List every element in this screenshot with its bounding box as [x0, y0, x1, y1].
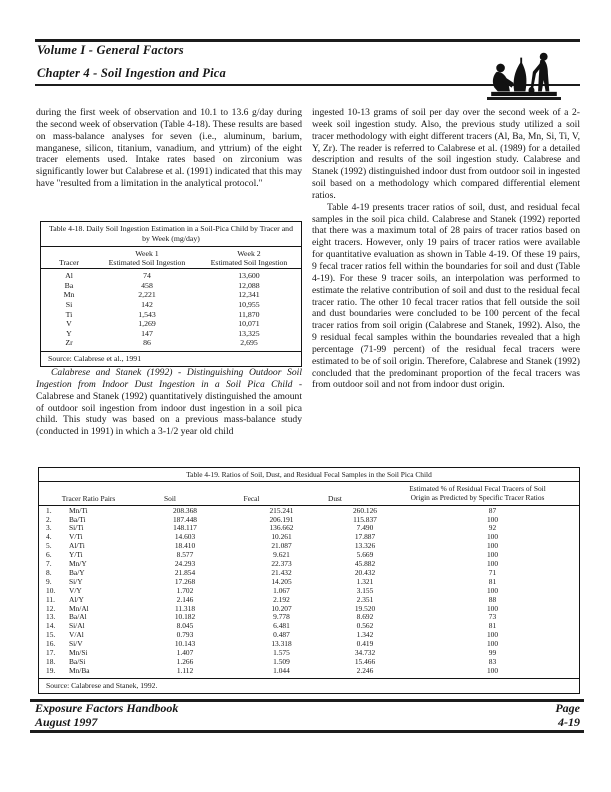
column-header-week1: Week 1 Estimated Soil Ingestion: [108, 249, 186, 267]
estimated-percent-cell: 71: [488, 567, 497, 577]
table-row: [41, 310, 301, 320]
row-number-cell: 12.: [46, 603, 56, 613]
tracer-pair-cell: Mn/Ba: [69, 665, 90, 675]
tracer-pair-cell: Ba/Al: [69, 612, 87, 622]
row-number-cell: 7.: [46, 559, 52, 569]
dust-cell: 19.520: [354, 603, 376, 613]
table-row: [39, 667, 579, 676]
row-number-cell: 3.: [46, 523, 52, 533]
dust-cell: 8.692: [356, 612, 374, 622]
estimated-percent-cell: 73: [488, 612, 497, 622]
tracer-pair-cell: Si/V: [69, 639, 83, 649]
table-row: [41, 290, 301, 300]
table-row: [39, 542, 579, 551]
left-paragraph-2: [36, 367, 302, 438]
dust-cell: 7.490: [356, 523, 374, 533]
estimated-percent-cell: 81: [488, 576, 497, 586]
dust-cell: 17.887: [354, 532, 376, 542]
estimated-percent-cell: 87: [488, 505, 497, 515]
dust-cell: 13.326: [354, 541, 376, 551]
citation-body-text: - Calabrese and Stanek (1992) quantitatively distinguished the amount of outdoor soil ingestion from indoor dust ingestion in a soil pica child. This study was based on a previous mass-balance study (conducted in 1991) in which a 3-1/2 year old child: [36, 378, 303, 438]
dust-cell: 34.732: [354, 648, 376, 658]
row-number-cell: 4.: [46, 532, 52, 542]
table-4-18: [40, 221, 302, 367]
estimated-percent-cell: 100: [486, 665, 499, 675]
dust-cell: 0.419: [356, 639, 374, 649]
left-column: [36, 107, 302, 190]
fecal-cell: 136.662: [269, 523, 294, 533]
week2-cell: 10,955: [238, 300, 260, 310]
table-4-19-title: Table 4-19. Ratios of Soil, Dust, and Residual Fecal Samples in the Soil Pica Child: [39, 468, 579, 482]
table-row: [39, 587, 579, 596]
tracer-pair-cell: Si/Y: [69, 576, 83, 586]
logo-underline-rule: [487, 97, 561, 100]
table-row: [39, 569, 579, 578]
citation-lead-italic: Calabrese and Stanek (1992) - Distinguishing Outdoor Soil Ingestion from Indoor Dust Ingestion in a Soil Pica Child: [36, 367, 302, 390]
tracer-pair-cell: V/Y: [69, 585, 82, 595]
week1-cell: 1,543: [138, 309, 156, 319]
week1-cell: 1,269: [138, 319, 156, 329]
soil-cell: 208.368: [172, 505, 198, 515]
row-number-cell: 16.: [46, 639, 56, 649]
fecal-cell: 215.241: [269, 505, 294, 515]
column-header-tracer-ratio-pairs: Tracer Ratio Pairs: [61, 493, 116, 503]
right-column: [312, 107, 580, 391]
table-row: [41, 271, 301, 281]
table-row: [39, 622, 579, 631]
row-number-cell: 2.: [46, 514, 52, 524]
fecal-cell: 22.373: [271, 559, 292, 569]
soil-cell: 0.793: [176, 630, 194, 640]
tracer-pair-cell: Si/Ti: [69, 523, 84, 533]
row-number-cell: 17.: [46, 648, 56, 658]
week1-cell: 86: [143, 338, 151, 348]
row-number-cell: 11.: [46, 594, 55, 604]
tracer-cell: Y: [66, 328, 72, 338]
soil-cell: 1.112: [176, 665, 194, 675]
fecal-cell: 9.621: [273, 550, 290, 560]
column-header-estimated-percent: Estimated % of Residual Fecal Tracers of Soil Origin as Predicted by Specific Tracer Ratios: [409, 484, 546, 502]
fecal-cell: 10.261: [271, 532, 292, 542]
table-row: [39, 551, 579, 560]
estimated-percent-cell: 100: [486, 541, 499, 551]
column-header-tracer: Tracer: [58, 258, 80, 268]
footer-book-title: Exposure Factors Handbook: [35, 701, 179, 715]
fecal-cell: 21.087: [271, 541, 292, 551]
footer-date: August 1997: [35, 715, 98, 729]
soil-cell: 8.045: [176, 621, 194, 631]
week2-cell: 13,325: [238, 328, 260, 338]
soil-cell: 2.146: [176, 594, 194, 604]
row-number-cell: 14.: [46, 621, 56, 631]
chapter-title: Chapter 4 - Soil Ingestion and Pica: [37, 66, 226, 80]
soil-cell: 11.318: [174, 603, 196, 613]
fecal-cell: 1.575: [273, 648, 290, 658]
fecal-cell: 2.192: [273, 594, 290, 604]
tracer-pair-cell: V/Al: [69, 630, 84, 640]
row-number-cell: 1.: [46, 505, 52, 515]
row-number-cell: 9.: [46, 576, 52, 586]
estimated-percent-cell: 83: [488, 657, 497, 666]
fecal-cell: 13.318: [271, 639, 292, 649]
soil-cell: 1.702: [176, 585, 194, 595]
week2-cell: 11,870: [238, 309, 260, 319]
table-row: [39, 649, 579, 658]
left-paragraph-1: during the first week of observation and 10.1 to 13.6 g/day during the second week of observation (Table 4-18). These results are based on mass-balance analyses for seven (i.e., aluminum, barium, manganese, silicon, titanium, vanadium, and yttrium) of the eight tracer elements used. Intake rates based on zirconium was significantly lower but Calabrese et al. (1991) indicated that this may have "resulted from a limitation in the analytical protocol.": [36, 107, 302, 190]
estimated-percent-cell: 88: [488, 594, 497, 604]
soil-cell: 17.268: [174, 576, 196, 586]
week2-cell: 10,071: [238, 319, 260, 329]
table-row: [39, 578, 579, 587]
tracer-cell: Al: [65, 271, 73, 281]
week2-cell: 12,341: [238, 290, 260, 300]
dust-cell: 115.837: [353, 514, 377, 524]
tracer-pair-cell: Al/Y: [69, 594, 84, 604]
footer-page-number: 4-19: [558, 715, 580, 729]
week1-cell: 74: [143, 271, 151, 281]
week2-cell: 2,695: [240, 338, 258, 348]
table-row: [39, 640, 579, 649]
estimated-percent-cell: 100: [486, 630, 499, 640]
row-number-cell: 5.: [46, 541, 52, 551]
soil-cell: 24.293: [174, 559, 196, 569]
column-header-week2: Week 2 Estimated Soil Ingestion: [210, 249, 288, 267]
table-row: [41, 338, 301, 348]
footer-page-label: Page: [555, 701, 580, 715]
dust-cell: 2.351: [356, 594, 374, 604]
tracer-pair-cell: Ba/Si: [69, 657, 86, 666]
fecal-cell: 6.481: [273, 621, 290, 631]
dust-cell: 1.321: [356, 576, 374, 586]
soil-cell: 21.854: [174, 567, 196, 577]
week1-cell: 2,221: [138, 290, 156, 300]
row-number-cell: 10.: [46, 585, 56, 595]
estimated-percent-cell: 100: [486, 585, 499, 595]
week1-cell: 458: [141, 280, 153, 290]
soil-cell: 1.407: [176, 648, 194, 658]
estimated-percent-cell: 100: [486, 603, 499, 613]
estimated-percent-cell: 100: [486, 639, 499, 649]
table-row: [39, 631, 579, 640]
dust-cell: 1.342: [356, 630, 374, 640]
tracer-pair-cell: Mn/Ti: [69, 505, 88, 515]
table-4-18-source: Source: Calabrese et al., 1991: [41, 351, 301, 366]
soil-cell: 10.182: [174, 612, 196, 622]
soil-cell: 8.577: [176, 550, 194, 560]
soil-cell: 148.117: [173, 523, 197, 533]
column-header-soil: Soil: [164, 493, 176, 503]
fecal-cell: 21.432: [271, 567, 292, 577]
fecal-cell: 10.207: [271, 603, 292, 613]
estimated-percent-cell: 100: [486, 550, 499, 560]
table-4-19: [38, 467, 580, 694]
tracer-cell: Ti: [65, 309, 73, 319]
column-header-fecal: Fecal: [243, 493, 260, 503]
fecal-cell: 0.487: [273, 630, 290, 640]
table-row: [39, 605, 579, 614]
fecal-cell: 206.191: [269, 514, 294, 524]
tracer-pair-cell: Mn/Y: [69, 559, 87, 569]
fecal-cell: 9.778: [273, 612, 290, 622]
table-row: [39, 560, 579, 569]
right-paragraph-2: Table 4-19 presents tracer ratios of soil, dust, and residual fecal samples in the soil pica child. Calabrese and Stanek (1992) reported that there was a maximum total of 28 pairs of tracer ratios based on eight tracers. However, only 19 pairs of tracer ratios were available for quantitative evaluation as shown in Table 4-19. Of these 19 pairs, 9 fecal tracer ratios fell within the boundaries for soil and dust (Table 4-19). For these 9 tracer soils, an interpolation was performed to estimate the relative contribution of soil and dust to the residual fecal tracer ratio. The other 10 fecal tracer ratios that fell outside the soil and dust boundaries were concluded to be 100 percent of the fecal tracer ratios from soil origin (Calabrese and Stanek, 1992). Also, the 9 residual fecal samples within the boundaries revealed that a high percentage (71-99 percent) of the residual fecal tracers were estimated to be of soil origin. Therefore, Calabrese and Stanek (1992) concluded that the predominant proportion of the fecal tracers was from outdoor soil and not from indoor dust origin.: [312, 201, 580, 391]
dust-cell: 15.466: [354, 657, 376, 666]
estimated-percent-cell: 100: [486, 532, 499, 542]
footer-bottom-rule: [30, 730, 584, 733]
soil-cell: 14.603: [174, 532, 196, 542]
row-number-cell: 6.: [46, 550, 52, 560]
estimated-percent-cell: 100: [486, 514, 499, 524]
tracer-pair-cell: Si/Al: [69, 621, 85, 631]
week2-cell: 12,088: [238, 280, 260, 290]
week1-cell: 147: [141, 328, 153, 338]
dust-cell: 3.155: [356, 585, 374, 595]
volume-title: Volume I - General Factors: [37, 43, 184, 57]
row-number-cell: 13.: [46, 612, 56, 622]
table-4-19-source: Source: Calabrese and Stanek, 1992.: [39, 678, 579, 693]
estimated-percent-cell: 99: [488, 648, 497, 658]
fecal-cell: 1.067: [273, 585, 290, 595]
dust-cell: 2.246: [356, 665, 374, 675]
week2-cell: 13,600: [238, 271, 260, 281]
row-number-cell: 19.: [46, 665, 56, 675]
table-row: [41, 281, 301, 291]
table-4-18-header-row: [41, 247, 301, 269]
table-row: [39, 524, 579, 533]
tracer-pair-cell: Mn/Si: [69, 648, 88, 658]
soil-cell: 1.266: [176, 657, 194, 666]
tracer-pair-cell: V/Ti: [69, 532, 83, 542]
week1-cell: 142: [141, 300, 153, 310]
table-row: [39, 533, 579, 542]
estimated-percent-cell: 100: [486, 559, 499, 569]
table-4-19-body: [39, 506, 579, 678]
row-number-cell: 15.: [46, 630, 56, 640]
dust-cell: 20.432: [354, 567, 376, 577]
tracer-cell: Mn: [63, 290, 75, 300]
header-top-rule: [35, 39, 580, 42]
tracer-pair-cell: Al/Ti: [69, 541, 85, 551]
table-row: [39, 516, 579, 525]
dust-cell: 0.562: [356, 621, 374, 631]
tracer-pair-cell: Y/Ti: [69, 550, 83, 560]
table-row: [39, 507, 579, 516]
table-row: [41, 319, 301, 329]
estimated-percent-cell: 81: [488, 621, 497, 631]
soil-cell: 187.448: [172, 514, 198, 524]
tracer-pair-cell: Mn/Al: [69, 603, 89, 613]
fecal-cell: 1.509: [273, 657, 290, 666]
tracer-cell: V: [66, 319, 72, 329]
table-4-19-header-row: [39, 482, 579, 505]
tracer-cell: Zr: [65, 338, 73, 348]
table-4-18-body: [41, 269, 301, 350]
row-number-cell: 18.: [46, 657, 56, 666]
fecal-cell: 1.044: [273, 665, 290, 675]
dust-cell: 260.126: [352, 505, 378, 515]
tracer-cell: Si: [65, 300, 73, 310]
tracer-cell: Ba: [64, 280, 74, 290]
soil-cell: 10.143: [174, 639, 196, 649]
estimated-percent-cell: 92: [488, 523, 497, 533]
dust-cell: 45.882: [354, 559, 376, 569]
column-header-dust: Dust: [328, 493, 342, 503]
table-row: [41, 329, 301, 339]
soil-cell: 18.410: [174, 541, 196, 551]
row-number-cell: 8.: [46, 567, 52, 577]
children-digging-soil-logo-icon: [489, 52, 559, 97]
table-row: [39, 613, 579, 622]
table-row: [41, 300, 301, 310]
tracer-pair-cell: Ba/Y: [69, 567, 85, 577]
right-paragraph-1: ingested 10-13 grams of soil per day over the second week of a 2-week soil ingestion study. Also, the previous study utilized a soil tracer methodology with eight different tracers (Al, Ba, Mn, Si, Ti, V, Y, Zr). The reader is referred to Calabrese et al. (1989) for a detailed description and results of the soil ingestion study. Calabrese and Stanek (1992) distinguished indoor dust from outdoor soil in ingested soil based on a methodology which compared differential element ratios.: [312, 107, 580, 201]
table-4-18-title: Table 4-18. Daily Soil Ingestion Estimation in a Soil-Pica Child by Tracer and by Week (mg/day): [41, 222, 301, 247]
table-row: [39, 596, 579, 605]
tracer-pair-cell: Ba/Ti: [69, 514, 86, 524]
dust-cell: 5.669: [356, 550, 374, 560]
fecal-cell: 14.205: [271, 576, 292, 586]
table-row: [39, 658, 579, 667]
